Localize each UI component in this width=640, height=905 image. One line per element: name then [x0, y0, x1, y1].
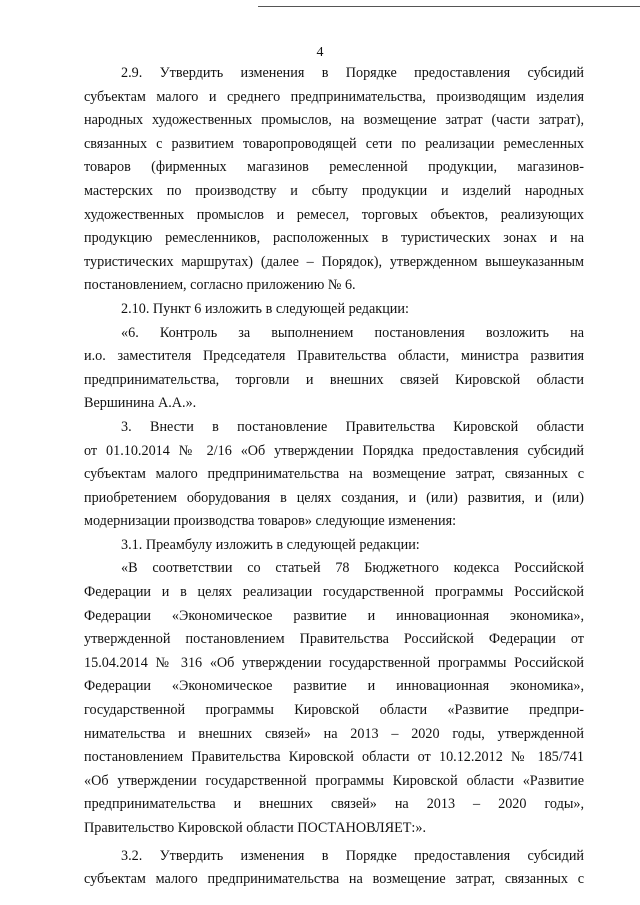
text-line: субъектам малого и среднего предпринимательства, производящим изделия — [84, 88, 584, 105]
text-line: 15.04.2014 № 316 «Об утверждении государственной программы Российской — [84, 654, 584, 671]
text-line: постановлением, согласно приложению № 6. — [84, 277, 356, 294]
text-line: Федерации «Экономическое развитие и инновационная экономика», — [84, 607, 584, 624]
text-line: продукцию ремесленников, расположенных в туристических зонах и на — [84, 230, 584, 247]
text-line: товаров (фирменных магазинов ремесленной продукции, магазинов- — [84, 159, 584, 176]
paragraph — [84, 62, 584, 298]
text-line: 3.2. Утвердить изменения в Порядке предоставления субсидий — [121, 847, 584, 864]
text-line: приобретением оборудования в целях создания, и (или) развития, и (или) — [84, 489, 584, 506]
text-line: Федерации и в целях реализации государственной программы Российской — [84, 584, 584, 601]
text-line: государственной программы Кировской области «Развитие предпри- — [84, 702, 584, 719]
text-line: мастерских по производству и сбыту продукции и изделий народных — [84, 182, 584, 199]
text-line: Федерации «Экономическое развитие и инновационная экономика», — [84, 678, 584, 695]
text-line: «6. Контроль за выполнением постановления возложить на — [121, 324, 584, 341]
text-line: субъектам малого предпринимательства на возмещение затрат, связанных с — [84, 871, 584, 888]
text-line: 2.9. Утвердить изменения в Порядке предоставления субсидий — [121, 65, 584, 81]
paragraph — [84, 298, 584, 322]
header-rule — [258, 6, 640, 7]
page-number: 4 — [316, 45, 324, 60]
text-line: туристических маршрутах) (далее – Порядок), утвержденном вышеуказанным — [84, 253, 584, 270]
text-line: 3.1. Преамбулу изложить в следующей редакции: — [121, 536, 420, 553]
text-line: 2.10. Пункт 6 изложить в следующей редакции: — [121, 300, 409, 317]
text-line: Правительство Кировской области ПОСТАНОВЛЯЕТ:». — [84, 820, 426, 836]
text-line: утвержденной постановлением Правительства Российской Федерации от — [84, 631, 584, 648]
paragraph — [84, 534, 584, 558]
text-line: «Об утверждении государственной программы Кировской области «Развитие — [84, 772, 584, 789]
document-body — [84, 62, 584, 892]
paragraph — [84, 845, 584, 892]
text-line: модернизации производства товаров» следующие изменения: — [84, 513, 457, 530]
text-line: художественных промыслов и ремесел, торговых объектов, реализующих — [84, 206, 584, 223]
text-line: субъектам малого предпринимательства на возмещение затрат, связанных с — [84, 466, 584, 483]
text-line: 3. Внести в постановление Правительства Кировской области — [121, 418, 584, 435]
text-line: и.о. заместителя Председателя Правительства области, министра развития — [84, 348, 584, 365]
text-line: постановлением Правительства Кировской области от 10.12.2012 № 185/741 — [84, 749, 584, 766]
paragraph — [84, 322, 584, 416]
text-line: предпринимательства и внешних связей» на 2013 – 2020 годы», — [84, 796, 584, 813]
text-line: предпринимательства, торговли и внешних связей Кировской области — [84, 371, 584, 388]
paragraph — [84, 416, 584, 534]
text-line: связанных с развитием товаропроводящей сети по реализации ремесленных — [84, 135, 584, 152]
text-line: «В соответствии со статьей 78 Бюджетного кодекса Российской — [121, 560, 584, 577]
text-line: от 01.10.2014 № 2/16 «Об утверждении Порядка предоставления субсидий — [84, 442, 584, 459]
text-line: нимательства и внешних связей» на 2013 – 2020 годы, утвержденной — [84, 725, 584, 742]
text-line: Вершинина А.А.». — [84, 395, 197, 412]
text-line: народных художественных промыслов, на возмещение затрат (части затрат), — [84, 112, 584, 129]
paragraph — [84, 557, 584, 840]
